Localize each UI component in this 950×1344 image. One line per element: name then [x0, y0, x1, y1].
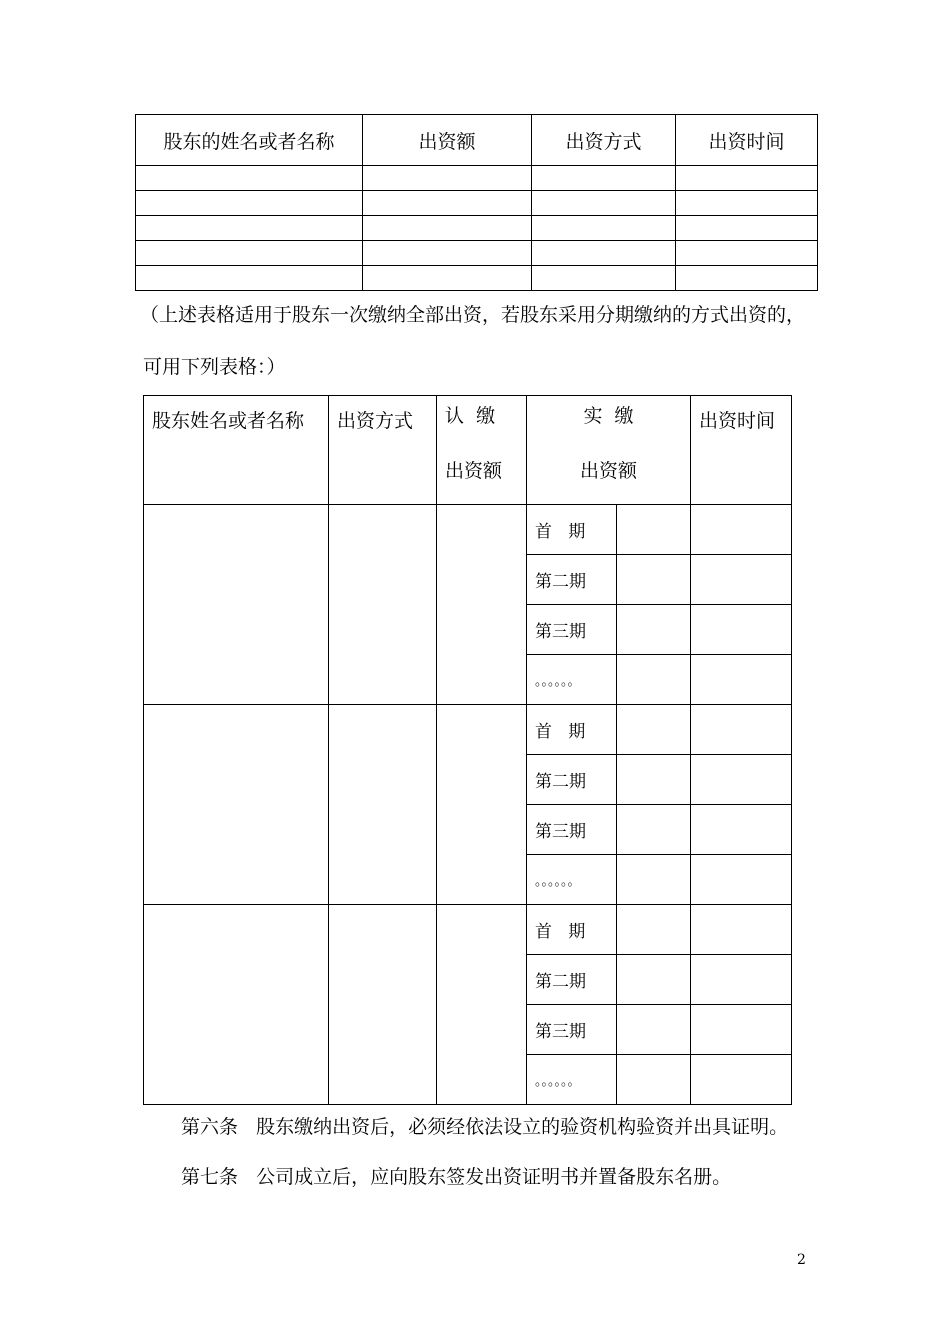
table-cell: [532, 216, 676, 241]
time-cell: [691, 505, 792, 555]
table-cell: [676, 216, 818, 241]
paid-amount-cell: [617, 505, 691, 555]
header-paid-line2: 出资额: [580, 460, 638, 482]
paid-amount-cell: [617, 705, 691, 755]
time-cell: [691, 605, 792, 655]
table-cell: [363, 266, 532, 291]
table-cell: [136, 166, 363, 191]
table-header-row: [144, 396, 792, 505]
paid-amount-cell: [617, 955, 691, 1005]
header-subscribed-line2: 出资额: [445, 460, 503, 482]
article-six: 第六条 股东缴纳出资后，必须经依法设立的验资机构验资并出具证明。: [181, 1116, 789, 1138]
subscribed-amount-cell: [437, 905, 527, 1105]
table-row: [136, 266, 818, 291]
time-cell: [691, 805, 792, 855]
period-label: 首 期: [527, 905, 617, 955]
period-label: 。。。。。。: [527, 1055, 617, 1105]
table-header-row: [136, 115, 818, 166]
paid-amount-cell: [617, 555, 691, 605]
table-cell: [532, 241, 676, 266]
header-shareholder-name: 股东的姓名或者名称: [136, 115, 363, 166]
paid-amount-cell: [617, 755, 691, 805]
period-label: 。。。。。。: [527, 655, 617, 705]
table-cell: [676, 241, 818, 266]
table-row: [136, 241, 818, 266]
period-label: 首 期: [527, 505, 617, 555]
table-cell: [532, 266, 676, 291]
period-label: 第二期: [527, 755, 617, 805]
shareholder-name-cell: [144, 705, 329, 905]
table-cell: [532, 191, 676, 216]
period-label: 第三期: [527, 1005, 617, 1055]
note-line-2: 可用下列表格：）: [143, 356, 286, 378]
method-cell: [329, 505, 437, 705]
table-cell: [136, 216, 363, 241]
shareholder-name-cell: [144, 505, 329, 705]
time-cell: [691, 905, 792, 955]
time-cell: [691, 705, 792, 755]
paid-amount-cell: [617, 855, 691, 905]
subscribed-amount-cell: [437, 505, 527, 705]
time-cell: [691, 855, 792, 905]
table-row: [136, 191, 818, 216]
shareholder-name-cell: [144, 905, 329, 1105]
header-time: 出资时间: [691, 396, 792, 505]
table-cell: [363, 191, 532, 216]
period-label: 。。。。。。: [527, 855, 617, 905]
table-cell: [136, 191, 363, 216]
paid-amount-cell: [617, 905, 691, 955]
time-cell: [691, 655, 792, 705]
page-number: 2: [797, 1252, 806, 1268]
article-seven: 第七条 公司成立后，应向股东签发出资证明书并置备股东名册。: [181, 1166, 732, 1188]
header-amount: 出资额: [363, 115, 532, 166]
method-cell: [329, 705, 437, 905]
table-cell: [532, 166, 676, 191]
header-subscribed-line1: 认 缴: [445, 405, 496, 427]
subscribed-amount-cell: [437, 705, 527, 905]
table-cell: [676, 166, 818, 191]
period-label: 第二期: [527, 555, 617, 605]
table-cell: [136, 241, 363, 266]
paid-amount-cell: [617, 655, 691, 705]
period-label: 第二期: [527, 955, 617, 1005]
table-row: [144, 705, 792, 755]
table-cell: [363, 241, 532, 266]
header-subscribed-amount: [437, 396, 527, 505]
table-row: [136, 216, 818, 241]
table-cell: [136, 266, 363, 291]
time-cell: [691, 955, 792, 1005]
time-cell: [691, 555, 792, 605]
paid-amount-cell: [617, 805, 691, 855]
period-label: 首 期: [527, 705, 617, 755]
table-cell: [363, 216, 532, 241]
paid-amount-cell: [617, 1055, 691, 1105]
table-cell: [676, 191, 818, 216]
time-cell: [691, 1005, 792, 1055]
time-cell: [691, 1055, 792, 1105]
table-row: [144, 905, 792, 955]
note-line-1: （上述表格适用于股东一次缴纳全部出资，若股东采用分期缴纳的方式出资的，: [140, 304, 806, 326]
header-method: 出资方式: [532, 115, 676, 166]
table-row: [144, 505, 792, 555]
table-cell: [363, 166, 532, 191]
contribution-table: [135, 114, 818, 291]
time-cell: [691, 755, 792, 805]
installment-table: [143, 395, 792, 1105]
header-method: 出资方式: [329, 396, 437, 505]
header-paid-line1: 实 缴: [583, 405, 634, 427]
header-time: 出资时间: [676, 115, 818, 166]
period-label: 第三期: [527, 605, 617, 655]
paid-amount-cell: [617, 1005, 691, 1055]
table-row: [136, 166, 818, 191]
header-paid-amount: [527, 396, 691, 505]
period-label: 第三期: [527, 805, 617, 855]
header-shareholder-name: 股东姓名或者名称: [144, 396, 329, 505]
method-cell: [329, 905, 437, 1105]
paid-amount-cell: [617, 605, 691, 655]
table-cell: [676, 266, 818, 291]
